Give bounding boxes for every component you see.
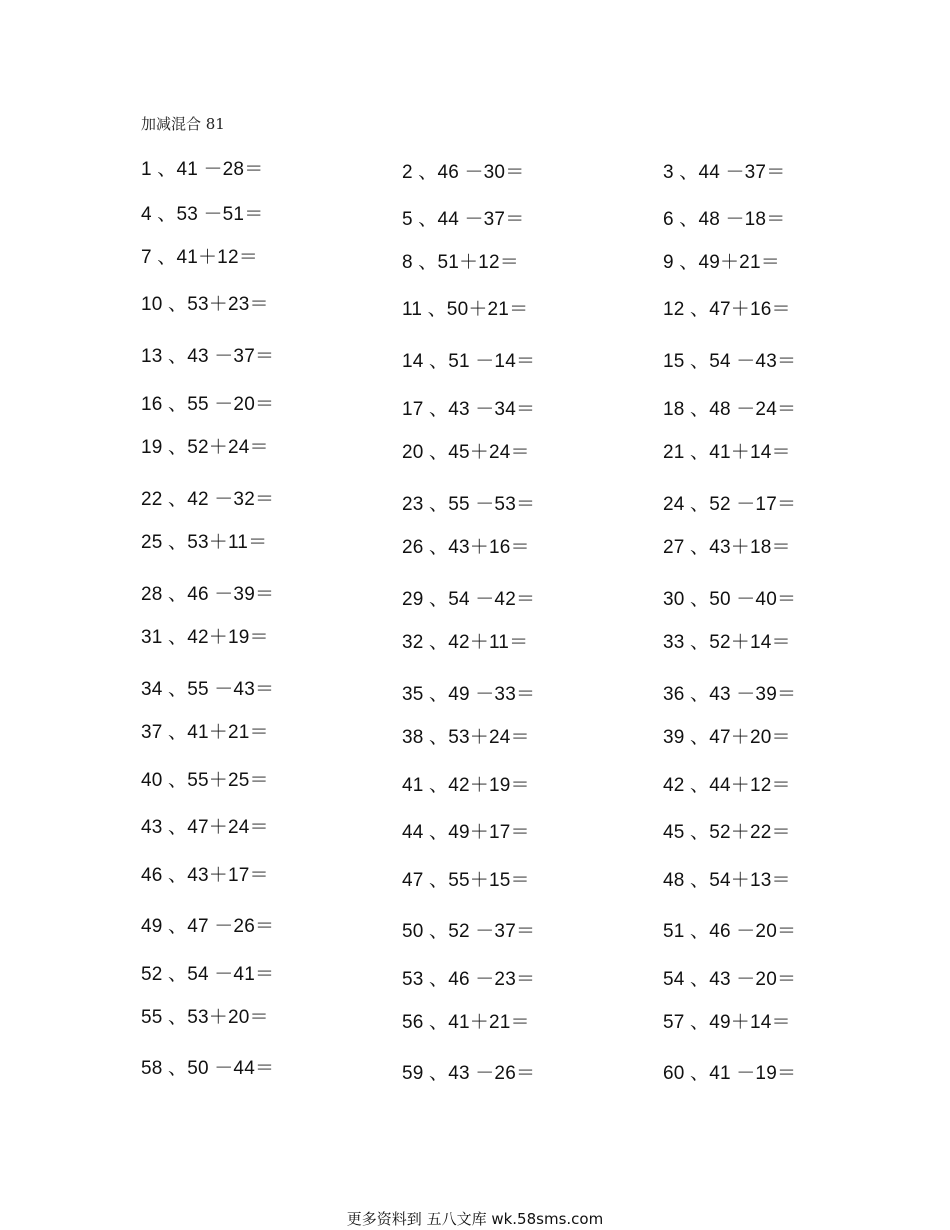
problem-item: 53 、46 －23＝ bbox=[402, 969, 536, 990]
problem-item: 3 、44 －37＝ bbox=[663, 162, 786, 183]
problem-item: 58 、50 －44＝ bbox=[141, 1058, 275, 1079]
problem-item: 27 、43＋18＝ bbox=[663, 537, 791, 558]
problem-item: 50 、52 －37＝ bbox=[402, 921, 536, 942]
problem-item: 21 、41＋14＝ bbox=[663, 442, 791, 463]
problem-item: 56 、41＋21＝ bbox=[402, 1012, 530, 1033]
problem-item: 2 、46 －30＝ bbox=[402, 162, 525, 183]
problem-item: 38 、53＋24＝ bbox=[402, 727, 530, 748]
problem-item: 29 、54 －42＝ bbox=[402, 589, 536, 610]
problem-item: 35 、49 －33＝ bbox=[402, 684, 536, 705]
problem-item: 6 、48 －18＝ bbox=[663, 209, 786, 230]
problem-item: 4 、53 －51＝ bbox=[141, 204, 264, 225]
problem-item: 42 、44＋12＝ bbox=[663, 775, 791, 796]
problem-item: 44 、49＋17＝ bbox=[402, 822, 530, 843]
problem-item: 18 、48 －24＝ bbox=[663, 399, 797, 420]
problem-item: 5 、44 －37＝ bbox=[402, 209, 525, 230]
problem-item: 43 、47＋24＝ bbox=[141, 817, 269, 838]
problem-item: 54 、43 －20＝ bbox=[663, 969, 797, 990]
problem-item: 49 、47 －26＝ bbox=[141, 916, 275, 937]
problem-item: 40 、55＋25＝ bbox=[141, 770, 269, 791]
problem-item: 57 、49＋14＝ bbox=[663, 1012, 791, 1033]
problem-item: 16 、55 －20＝ bbox=[141, 394, 275, 415]
problem-item: 8 、51＋12＝ bbox=[402, 252, 519, 273]
problem-item: 39 、47＋20＝ bbox=[663, 727, 791, 748]
problem-item: 23 、55 －53＝ bbox=[402, 494, 536, 515]
problem-item: 37 、41＋21＝ bbox=[141, 722, 269, 743]
problem-item: 15 、54 －43＝ bbox=[663, 351, 797, 372]
problem-item: 33 、52＋14＝ bbox=[663, 632, 791, 653]
problem-item: 51 、46 －20＝ bbox=[663, 921, 797, 942]
problem-item: 47 、55＋15＝ bbox=[402, 870, 530, 891]
problem-item: 46 、43＋17＝ bbox=[141, 865, 269, 886]
problem-item: 31 、42＋19＝ bbox=[141, 627, 269, 648]
problem-item: 30 、50 －40＝ bbox=[663, 589, 797, 610]
problem-item: 14 、51 －14＝ bbox=[402, 351, 536, 372]
problem-item: 22 、42 －32＝ bbox=[141, 489, 275, 510]
problem-item: 25 、53＋11＝ bbox=[141, 532, 268, 553]
problem-item: 11 、50＋21＝ bbox=[402, 299, 529, 320]
problem-item: 59 、43 －26＝ bbox=[402, 1063, 536, 1084]
problem-item: 12 、47＋16＝ bbox=[663, 299, 791, 320]
problem-item: 13 、43 －37＝ bbox=[141, 346, 275, 367]
problem-item: 17 、43 －34＝ bbox=[402, 399, 536, 420]
problem-item: 19 、52＋24＝ bbox=[141, 437, 269, 458]
problem-item: 7 、41＋12＝ bbox=[141, 247, 258, 268]
problem-item: 36 、43 －39＝ bbox=[663, 684, 797, 705]
problem-item: 24 、52 －17＝ bbox=[663, 494, 797, 515]
footer-watermark-text: 更多资料到 五八文库 wk.58sms.com bbox=[346, 1210, 604, 1228]
problem-item: 60 、41 －19＝ bbox=[663, 1063, 797, 1084]
worksheet-title: 加减混合 81 bbox=[141, 115, 225, 133]
problem-item: 1 、41 －28＝ bbox=[141, 159, 264, 180]
problem-item: 48 、54＋13＝ bbox=[663, 870, 791, 891]
problem-item: 34 、55 －43＝ bbox=[141, 679, 275, 700]
problem-item: 9 、49＋21＝ bbox=[663, 252, 780, 273]
problem-item: 41 、42＋19＝ bbox=[402, 775, 530, 796]
problem-item: 55 、53＋20＝ bbox=[141, 1007, 269, 1028]
problem-item: 26 、43＋16＝ bbox=[402, 537, 530, 558]
problem-item: 20 、45＋24＝ bbox=[402, 442, 530, 463]
problem-item: 45 、52＋22＝ bbox=[663, 822, 791, 843]
problem-item: 52 、54 －41＝ bbox=[141, 964, 275, 985]
problem-item: 10 、53＋23＝ bbox=[141, 294, 269, 315]
problem-item: 32 、42＋11＝ bbox=[402, 632, 529, 653]
problem-item: 28 、46 －39＝ bbox=[141, 584, 275, 605]
